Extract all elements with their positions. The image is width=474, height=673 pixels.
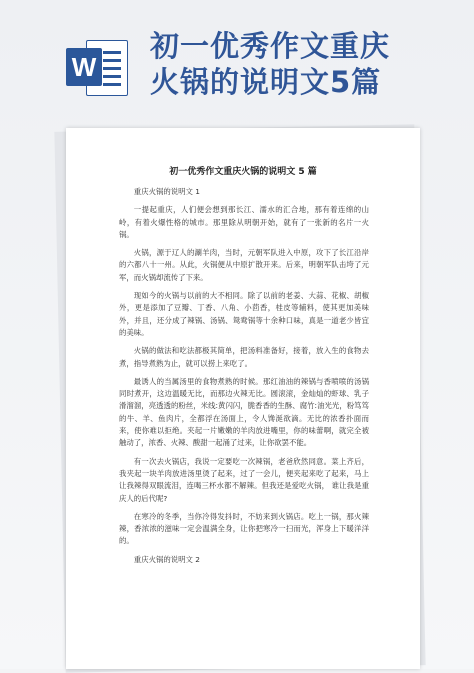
banner-title-line2: 火锅的说明文5篇 xyxy=(150,65,382,99)
banner-title xyxy=(150,28,460,100)
paragraph: 火锅，源于辽人的涮羊肉，当时，元朝军队进入中原，攻下了长江沿岸的六都八十一州。从此，火锅便从中原扩散开来。后来，明朝军队击垮了元军，而火锅却流传了下来。 xyxy=(119,248,369,282)
document-title: 初一优秀作文重庆火锅的说明文 5 篇 xyxy=(169,167,317,177)
paragraph: 火锅的做法和吃法都极其简单，把汤料准备好，接着，放入生的食物去煮，指导煮熟为止，就可以捞上来吃了。 xyxy=(119,346,369,368)
paragraph: 最诱人的当属汤里的食物煮熟的时候。那红油油的辣锅与香喷喷的汤锅同时煮开，这边温暖无比，而那边火辣无比。圆滚滚，金灿灿的虾球、乳子滑溜溜，亮透透的粉丝，米线:黄闪闪，脆香香的生酥、腐竹:油光光，粉笃笃的牛、羊、鱼肉片，全都浮在汤面上，令人馋涎欲滴。无比的浓香扑面而来，使你难以拒绝。夹起一片嫩嫩的羊肉放进嘴里，你的味蕾啊，就完全被触动了，浓香、火辣、酸甜一起涌了过来，让你欲罢不能。 xyxy=(119,376,369,448)
document-body xyxy=(119,186,369,572)
section-heading-1: 重庆火锅的说明文 1 xyxy=(133,187,200,196)
word-letter: W xyxy=(66,48,102,86)
document-page xyxy=(66,128,420,669)
word-icon xyxy=(66,36,128,98)
banner-title-line1: 初一优秀作文重庆 xyxy=(150,29,391,63)
paragraph: 现如今的火锅与以前的大不相同。除了以前的老姜、大蒜、花椒、胡椒外，更是添加了豆瓣、丁香、八角、小茴香，桂皮等辅料，使其更加美味外，并且，还分成了辣锅、汤锅、鸳鸯锅等十余种口味，真是一道老少皆宜的美味。 xyxy=(119,291,369,337)
paragraph: 在寒冷的冬季，当你冷得发抖时，不妨来到火锅店。吃上一锅，那火辣辣，香浓浓的滋味一定会温满全身，让你把寒冷一扫而光，浑身上下暖洋洋的。 xyxy=(119,511,369,546)
paragraph: 一提起重庆，人们便会想到那长江、濡水的汇合地，那有着连绵的山岭，有着火爆性格的城市。那里除从明朝开始，就有了一张新的名片一火锅。 xyxy=(119,205,369,239)
section-heading-2: 重庆火锅的说明文 2 xyxy=(133,554,200,564)
header-banner xyxy=(0,0,474,118)
paragraph: 有一次去火锅店，我说一定要吃一次辣锅，老爸欣然同意。菜上齐后，我夹起一块羊肉放进汤里烫了起来，过了一会儿，便夹起来吃了起来，马上让我辣得双眼流泪，连喝三杯水都不解辣。但我还是爱吃火锅， 谁让我是重庆人的后代呢? xyxy=(119,456,369,503)
